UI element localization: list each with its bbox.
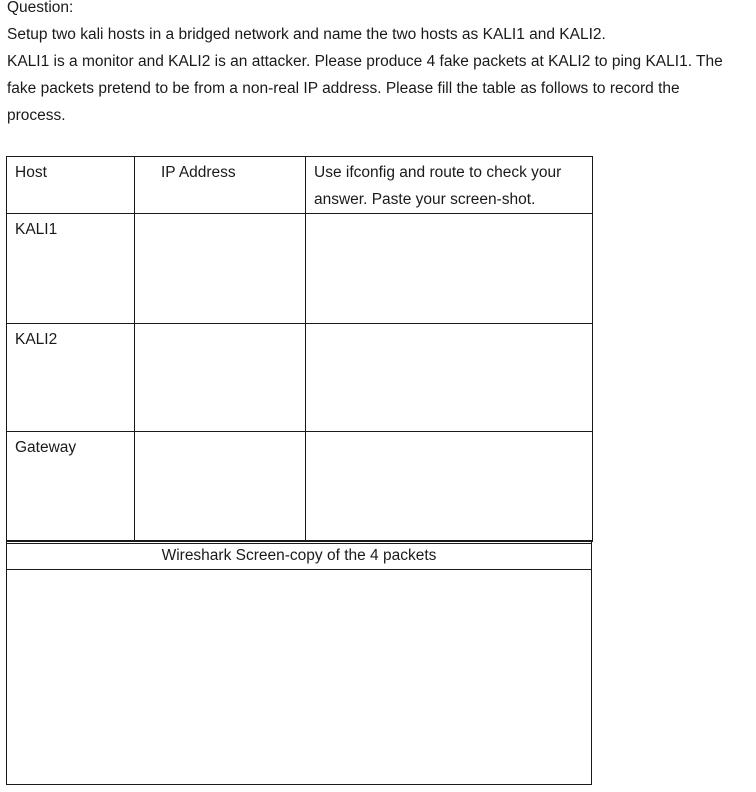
header-check: Use ifconfig and route to check your answer. Paste your screen-shot. [306, 157, 593, 214]
table-row [7, 324, 593, 432]
check-cell-kali1[interactable] [306, 214, 593, 324]
check-cell-gateway[interactable] [306, 432, 593, 542]
host-ip-table [6, 156, 593, 542]
host-cell-kali1: KALI1 [7, 214, 135, 324]
check-cell-kali2[interactable] [306, 324, 593, 432]
question-heading: Question: [7, 0, 74, 16]
ip-cell-kali2[interactable] [135, 324, 306, 432]
header-ip-address: IP Address [135, 157, 306, 214]
table-row [7, 432, 593, 542]
text-cursor-line [592, 430, 593, 452]
wireshark-content-cell[interactable] [7, 570, 591, 784]
table-row [7, 214, 593, 324]
question-line-1: Setup two kali hosts in a bridged network and name the two hosts as KALI1 and KALI2. [7, 26, 606, 43]
wireshark-header: Wireshark Screen-copy of the 4 packets [7, 544, 591, 570]
table-header-row [7, 157, 593, 214]
ip-cell-gateway[interactable] [135, 432, 306, 542]
header-host: Host [7, 157, 135, 214]
question-line-4: process. [7, 107, 66, 124]
host-cell-kali2: KALI2 [7, 324, 135, 432]
ip-cell-kali1[interactable] [135, 214, 306, 324]
question-line-3: fake packets pretend to be from a non-real IP address. Please fill the table as follows to record the [7, 80, 680, 97]
wireshark-table [6, 540, 592, 785]
question-line-2: KALI1 is a monitor and KALI2 is an attacker. Please produce 4 fake packets at KALI2 to ping KALI1. The [7, 53, 723, 70]
host-cell-gateway: Gateway [7, 432, 135, 542]
